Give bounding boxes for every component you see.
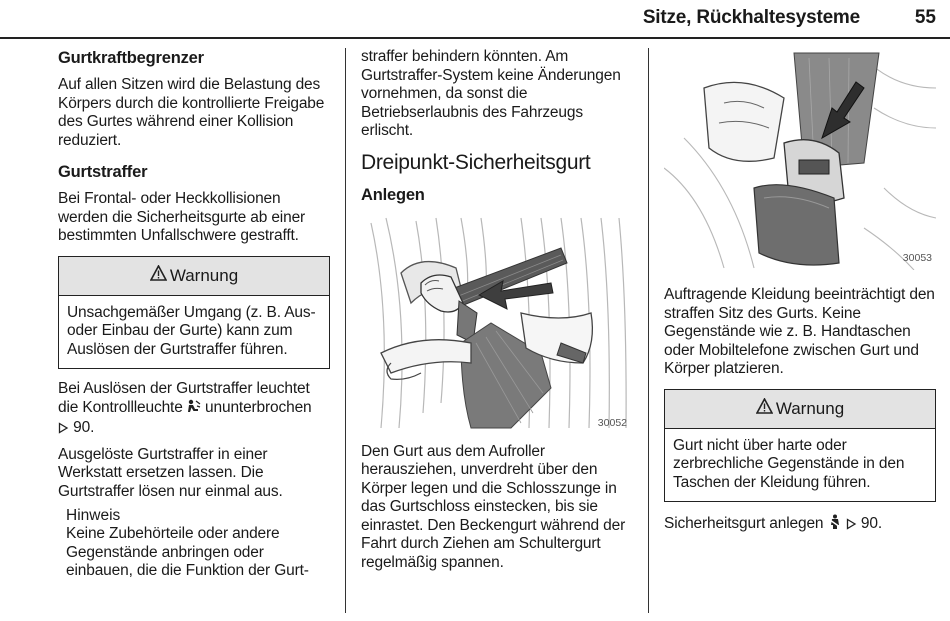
running-header-title: Sitze, Rückhaltesysteme bbox=[642, 7, 860, 28]
column-1 bbox=[58, 48, 330, 581]
note-title: Hinweis bbox=[66, 507, 121, 524]
warning-title: Warnung bbox=[169, 265, 239, 285]
seatbelt-indicator-icon bbox=[828, 514, 842, 536]
column-3 bbox=[664, 48, 936, 536]
page-reference: 90. bbox=[860, 515, 883, 532]
figure-number: 30053 bbox=[902, 252, 932, 264]
paragraph-anlegen-ref bbox=[664, 514, 936, 536]
warning-header bbox=[665, 390, 935, 429]
heading-gurtstraffer: Gurtstraffer bbox=[58, 163, 148, 181]
warning-header bbox=[59, 257, 329, 296]
paragraph-ausloesen-part2: ununterbrochen bbox=[205, 398, 312, 416]
page-reference-arrow-icon bbox=[846, 517, 857, 536]
note-text: Keine Zubehörteile oder andere Gegenstände anbringen oder einbauen, die die Funktion der Gurt- bbox=[66, 525, 309, 579]
heading-anlegen: Anlegen bbox=[361, 185, 425, 204]
warning-triangle-icon bbox=[150, 265, 167, 286]
paragraph-werkstatt: Ausgelöste Gurtstraffer in einer Werkstatt ersetzen lassen. Die Gurtstraffer lösen nur einmal aus. bbox=[58, 445, 283, 500]
heading-dreipunkt-sicherheitsgurt: Dreipunkt-Sicherheitsgurt bbox=[361, 150, 591, 174]
page-reference-arrow-icon bbox=[58, 421, 69, 440]
paragraph-gurtkraftbegrenzer: Auf allen Sitzen wird die Belastung des Körpers durch die kontrollierte Freigabe des Gurtes während einer Kollision reduziert. bbox=[58, 76, 325, 149]
paragraph-continuation: straffer behindern könnten. Am Gurtstraffer-System keine Änderungen vornehmen, da sonst die Betriebserlaubnis des Fahrzeugs erlischt. bbox=[361, 48, 621, 139]
page-reference: 90. bbox=[73, 419, 95, 436]
figure-number: 30052 bbox=[597, 416, 627, 429]
airbag-indicator-icon bbox=[187, 399, 201, 420]
illustration-fastening-belt bbox=[361, 213, 633, 435]
heading-gurtkraftbegrenzer: Gurtkraftbegrenzer bbox=[58, 49, 204, 67]
column-divider-left bbox=[345, 48, 346, 613]
note-block bbox=[66, 507, 330, 581]
belt-fastening-drawing bbox=[361, 213, 633, 435]
warning-box bbox=[58, 256, 330, 370]
paragraph-kleidung: Auftragende Kleidung beeinträchtigt den straffen Sitz des Gurts. Keine Gegenstände wie z. B. Handtaschen oder Mobiltelefone zwischen Gurt und Körper platzieren. bbox=[664, 286, 935, 377]
paragraph-gurtstraffer: Bei Frontal- oder Heckkollisionen werden die Sicherheitsgurte ab einer bestimmten Unfallschwere gestrafft. bbox=[58, 190, 306, 244]
header-rule bbox=[0, 37, 950, 39]
warning-title: Warnung bbox=[775, 398, 845, 418]
warning-text: Gurt nicht über harte oder zerbrechliche Gegenstände in den Taschen der Kleidung führen. bbox=[673, 436, 905, 491]
paragraph-ausloesen bbox=[58, 380, 330, 440]
column-divider-right bbox=[648, 48, 649, 613]
belt-latch-drawing bbox=[664, 48, 936, 270]
warning-triangle-icon bbox=[756, 398, 773, 419]
paragraph-ausloesen-part1: Bei Auslösen der Gurtstraffer leuchtet die Kontrollleuchte bbox=[58, 380, 310, 416]
column-2 bbox=[361, 48, 636, 572]
paragraph-anlegen: Den Gurt aus dem Aufroller herausziehen, unverdreht über den Körper legen und die Schlosszunge in das Gurtschloss einstecken, bis sie einrastet. Den Beckengurt während der Fahrt durch Ziehen am Schultergurt regelmäßig spannen. bbox=[361, 442, 626, 571]
warning-box bbox=[664, 389, 936, 503]
page-number: 55 bbox=[914, 7, 936, 28]
paragraph-anlegen-ref-text: Sicherheitsgurt anlegen bbox=[664, 515, 824, 532]
warning-text: Unsachgemäßer Umgang (z. B. Aus- oder Einbau der Gurte) kann zum Auslösen der Gurtstraffer führen. bbox=[67, 303, 316, 358]
illustration-belt-latch bbox=[664, 48, 936, 270]
